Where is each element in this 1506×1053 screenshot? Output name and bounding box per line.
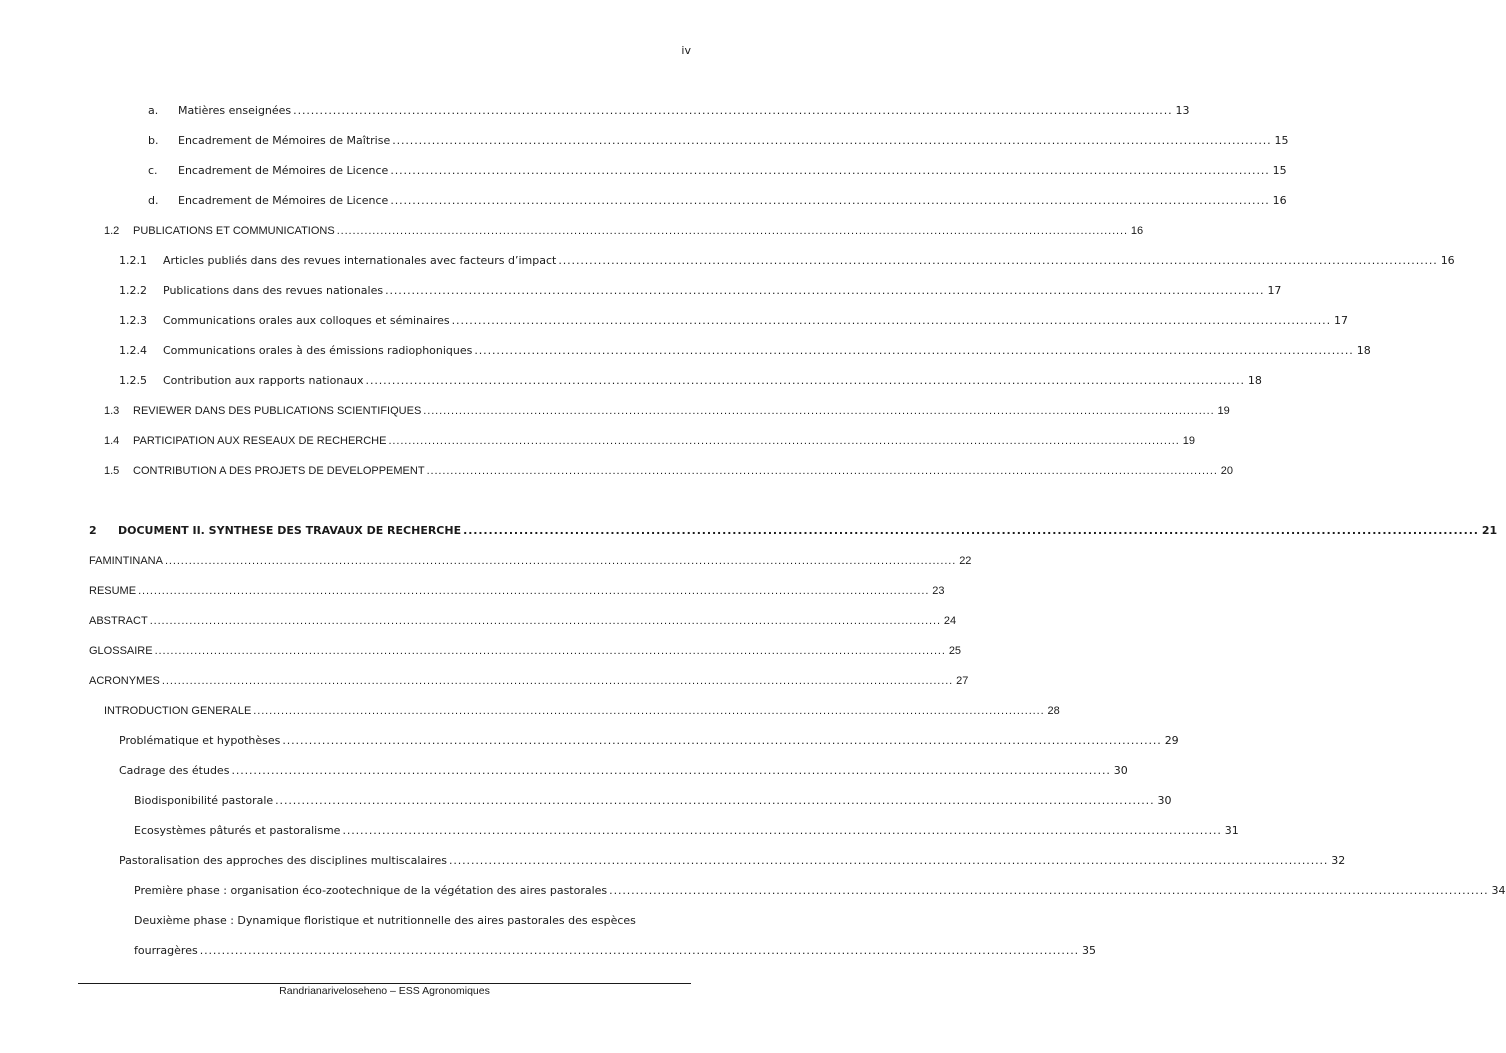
toc-page: 32 xyxy=(1331,854,1346,867)
leader-dots: ........................................................................................................................................................................................................ xyxy=(253,705,1045,717)
leader-dots: ........................................................................................................................................................................................................ xyxy=(342,824,1222,837)
toc-title: Contribution aux rapports nationaux xyxy=(163,374,364,387)
toc-number: 1.2.5 xyxy=(119,374,147,387)
toc-entry-deuxieme-phase-cont[interactable] xyxy=(134,943,1097,959)
toc-title: Deuxième phase : Dynamique floristique et nutritionnelle des aires pastorales des espèces xyxy=(134,914,636,927)
leader-dots: ........................................................................................................................................................................................................ xyxy=(154,645,946,657)
toc-entry-c[interactable] xyxy=(148,163,1287,179)
leader-dots: ........................................................................................................................................................................................................ xyxy=(336,225,1128,237)
toc-entry-premiere-phase[interactable] xyxy=(134,883,1506,899)
toc-page: 18 xyxy=(1247,374,1262,387)
leader-dots: ........................................................................................................................................................................................................ xyxy=(451,314,1331,327)
toc-page: 29 xyxy=(1164,734,1179,747)
toc-number: 1.5 xyxy=(104,465,120,477)
toc-entry-glossaire[interactable] xyxy=(89,643,962,659)
leader-dots: ........................................................................................................................................................................................................ xyxy=(149,615,941,627)
toc-title: Publications dans des revues nationales xyxy=(163,284,384,297)
toc-page: 15 xyxy=(1274,134,1289,147)
toc-title: Encadrement de Mémoires de Licence xyxy=(178,164,389,177)
toc-title: Ecosystèmes pâturés et pastoralisme xyxy=(134,824,341,837)
toc-title: Matières enseignées xyxy=(178,104,292,117)
toc-entry-ecosystemes[interactable] xyxy=(134,823,1239,839)
toc-title: PARTICIPATION AUX RESEAUX DE RECHERCHE xyxy=(133,435,387,447)
toc-page: 15 xyxy=(1272,164,1287,177)
toc-entry-1-2-4[interactable] xyxy=(119,343,1371,359)
leader-dots: ........................................................................................................................................................................................................ xyxy=(365,374,1245,387)
toc-title: Encadrement de Mémoires de Maîtrise xyxy=(178,134,391,147)
leader-dots: ........................................................................................................................................................................................................ xyxy=(448,854,1329,867)
leader-dots: ........................................................................................................................................................................................................ xyxy=(558,254,1438,267)
toc-title: FAMINTINANA xyxy=(89,555,163,567)
toc-entry-1-2-3[interactable] xyxy=(119,313,1348,329)
toc-entry-1-5[interactable] xyxy=(104,463,1234,479)
toc-entry-introduction[interactable] xyxy=(104,703,1060,719)
toc-page: 19 xyxy=(1182,435,1195,447)
toc-page: 21 xyxy=(1481,524,1498,537)
footer-rule xyxy=(78,983,691,984)
leader-dots: ........................................................................................................................................................................................................ xyxy=(426,465,1218,477)
toc-page: 27 xyxy=(956,675,969,687)
leader-dots: ........................................................................................................................................................................................................ xyxy=(390,194,1270,207)
toc-entry-1-3[interactable] xyxy=(104,403,1230,419)
toc-title: PUBLICATIONS ET COMMUNICATIONS xyxy=(133,225,335,237)
toc-page: 34 xyxy=(1491,884,1506,897)
toc-entry-1-2-2[interactable] xyxy=(119,283,1282,299)
toc-entry-famintinana[interactable] xyxy=(89,553,972,569)
leader-dots: ........................................................................................................................................................................................................ xyxy=(385,284,1265,297)
toc-page: 35 xyxy=(1082,944,1097,957)
leader-dots: ........................................................................................................................................................................................................ xyxy=(275,794,1155,807)
toc-entry-d[interactable] xyxy=(148,193,1287,209)
leader-dots: ........................................................................................................................................................................................................ xyxy=(609,884,1489,897)
toc-number: 1.2.4 xyxy=(119,344,147,357)
page-number: iv xyxy=(681,44,691,57)
toc-title: Biodisponibilité pastorale xyxy=(134,794,274,807)
toc-page: 16 xyxy=(1272,194,1287,207)
toc-entry-1-2-1[interactable] xyxy=(119,253,1455,269)
toc-page: 17 xyxy=(1333,314,1348,327)
toc-page: 17 xyxy=(1267,284,1282,297)
toc-page: 28 xyxy=(1047,705,1060,717)
toc-number: b. xyxy=(148,134,159,147)
leader-dots: ........................................................................................................................................................................................................ xyxy=(463,524,1479,537)
toc-number: 2 xyxy=(89,524,97,537)
toc-entry-cadrage[interactable] xyxy=(119,763,1128,779)
leader-dots: ........................................................................................................................................................................................................ xyxy=(199,944,1080,957)
leader-dots: ........................................................................................................................................................................................................ xyxy=(423,405,1215,417)
toc-title: INTRODUCTION GENERALE xyxy=(104,705,252,717)
toc-entry-acronymes[interactable] xyxy=(89,673,969,689)
toc-page: 24 xyxy=(943,615,957,627)
toc-entry-1-2[interactable] xyxy=(104,223,1144,239)
toc-number: 1.2 xyxy=(104,225,120,237)
toc-number: d. xyxy=(148,194,159,207)
toc-entry-pastoralisation[interactable] xyxy=(119,853,1346,869)
toc-title: Articles publiés dans des revues internationales avec facteurs d’impact xyxy=(163,254,557,267)
toc-title: Cadrage des études xyxy=(119,764,230,777)
leader-dots: ........................................................................................................................................................................................................ xyxy=(388,435,1180,447)
footer: Randrianariveloseheno – ESS Agronomiques xyxy=(279,985,490,997)
toc-number: 1.4 xyxy=(104,435,120,447)
leader-dots: ........................................................................................................................................................................................................ xyxy=(390,164,1270,177)
toc-page: 20 xyxy=(1220,465,1234,477)
toc-title: Communications orales à des émissions radiophoniques xyxy=(163,344,473,357)
toc-title: Première phase : organisation éco-zootechnique de la végétation des aires pastorales xyxy=(134,884,608,897)
toc-title: Communications orales aux colloques et séminaires xyxy=(163,314,450,327)
leader-dots: ........................................................................................................................................................................................................ xyxy=(392,134,1272,147)
leader-dots: ........................................................................................................................................................................................................ xyxy=(138,585,930,597)
toc-page: 25 xyxy=(948,645,962,657)
leader-dots: ........................................................................................................................................................................................................ xyxy=(161,675,954,687)
toc-entry-a[interactable] xyxy=(148,103,1190,119)
leader-dots: ........................................................................................................................................................................................................ xyxy=(164,555,957,567)
toc-title: Pastoralisation des approches des disciplines multiscalaires xyxy=(119,854,447,867)
toc-number: a. xyxy=(148,104,159,117)
leader-dots: ........................................................................................................................................................................................................ xyxy=(293,104,1173,117)
toc-number: 1.2.3 xyxy=(119,314,147,327)
leader-dots: ........................................................................................................................................................................................................ xyxy=(474,344,1354,357)
toc-entry-abstract[interactable] xyxy=(89,613,957,629)
toc-number: 1.3 xyxy=(104,405,120,417)
toc-number: c. xyxy=(148,164,158,177)
toc-entry-problematique[interactable] xyxy=(119,733,1179,749)
toc-page: 13 xyxy=(1175,104,1190,117)
toc-page: 30 xyxy=(1113,764,1128,777)
toc-title: Problématique et hypothèses xyxy=(119,734,281,747)
toc-entry-deuxieme-phase[interactable] xyxy=(134,913,691,929)
toc-page: 18 xyxy=(1356,344,1371,357)
toc-entry-1-2-5[interactable] xyxy=(119,373,1262,389)
toc-page: 30 xyxy=(1157,794,1172,807)
toc-entry-chapter-2[interactable] xyxy=(89,523,1498,539)
leader-dots: ........................................................................................................................................................................................................ xyxy=(282,734,1162,747)
toc-title: ABSTRACT xyxy=(89,615,148,627)
toc-number: 1.2.1 xyxy=(119,254,147,267)
toc-title: RESUME xyxy=(89,585,137,597)
toc-title: GLOSSAIRE xyxy=(89,645,153,657)
toc-page: 31 xyxy=(1224,824,1239,837)
toc-title: Encadrement de Mémoires de Licence xyxy=(178,194,389,207)
toc-page: 19 xyxy=(1217,405,1230,417)
toc-page: 16 xyxy=(1440,254,1455,267)
toc-title: fourragères xyxy=(134,944,198,957)
toc-entry-biodisponibilite[interactable] xyxy=(134,793,1172,809)
toc-entry-resume[interactable] xyxy=(89,583,945,599)
toc-title: DOCUMENT II. SYNTHESE DES TRAVAUX DE RECHERCHE xyxy=(118,524,462,537)
toc-entry-1-4[interactable] xyxy=(104,433,1195,449)
toc-title: REVIEWER DANS DES PUBLICATIONS SCIENTIFIQUES xyxy=(133,405,422,417)
toc-title: ACRONYMES xyxy=(89,675,160,687)
toc-number: 1.2.2 xyxy=(119,284,147,297)
toc-page: 23 xyxy=(932,585,945,597)
toc-title: CONTRIBUTION A DES PROJETS DE DEVELOPPEMENT xyxy=(133,465,425,477)
leader-dots: ........................................................................................................................................................................................................ xyxy=(231,764,1111,777)
toc-page: 16 xyxy=(1130,225,1144,237)
toc-entry-b[interactable] xyxy=(148,133,1289,149)
toc-page: 22 xyxy=(959,555,972,567)
